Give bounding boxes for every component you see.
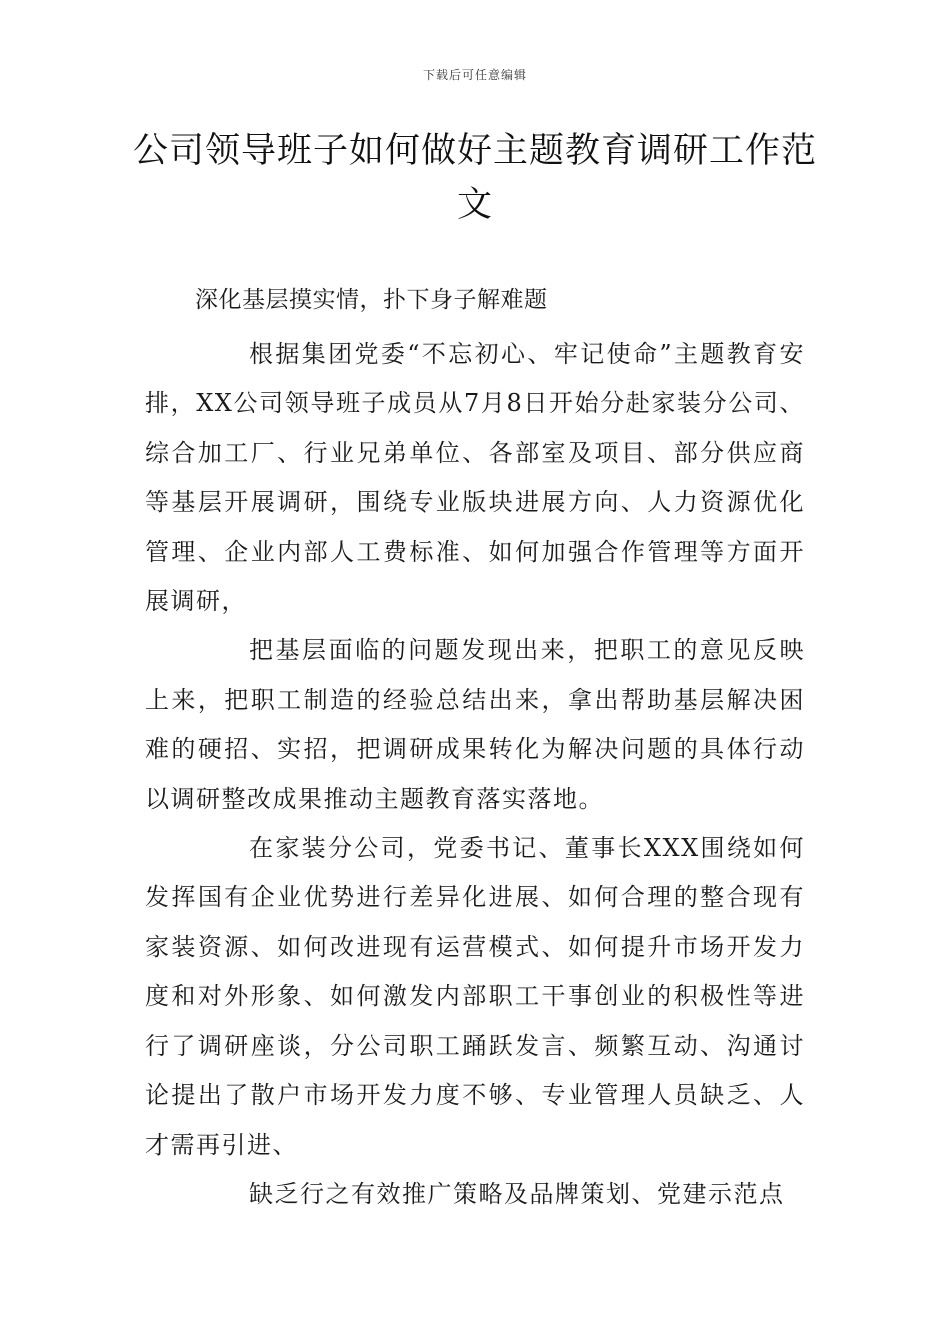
paragraph-3: 在家装分公司，党委书记、董事长XXX围绕如何发挥国有企业优势进行差异化进展、如何合理的整合现有家装资源、如何改进现有运营模式、如何提升市场开发力度和对外形象、如何激发内部职工干事创业的积极性等进行了调研座谈，分公司职工踊跃发言、频繁互动、沟通讨论提出了散户市场开发力度不够、专业管理人员缺乏、人才需再引进、 <box>145 834 805 1159</box>
document-title: 公司领导班子如何做好主题教育调研工作范文 <box>132 131 817 225</box>
paragraph-4: 缺乏行之有效推广策略及品牌策划、党建示范点 <box>249 1179 785 1208</box>
section-subheading: 深化基层摸实情，扑下身子解难题 <box>195 287 548 313</box>
document-body <box>145 330 805 1219</box>
paragraph-2: 把基层面临的问题发现出来，把职工的意见反映上来，把职工制造的经验总结出来，拿出帮助基层解决困难的硬招、实招，把调研成果转化为解决问题的具体行动以调研整改成果推动主题教育落实落地。 <box>145 636 805 813</box>
paragraph-1: 根据集团党委“不忘初心、牢记使命”主题教育安排，XX公司领导班子成员从7月8日开始分赴家装分公司、综合加工厂、行业兄弟单位、各部室及项目、部分供应商等基层开展调研，围绕专业版块进展方向、人力资源优化管理、企业内部人工费标准、如何加强合作管理等方面开展调研， <box>145 340 805 616</box>
header-note: 下载后可任意编辑 <box>422 68 527 82</box>
